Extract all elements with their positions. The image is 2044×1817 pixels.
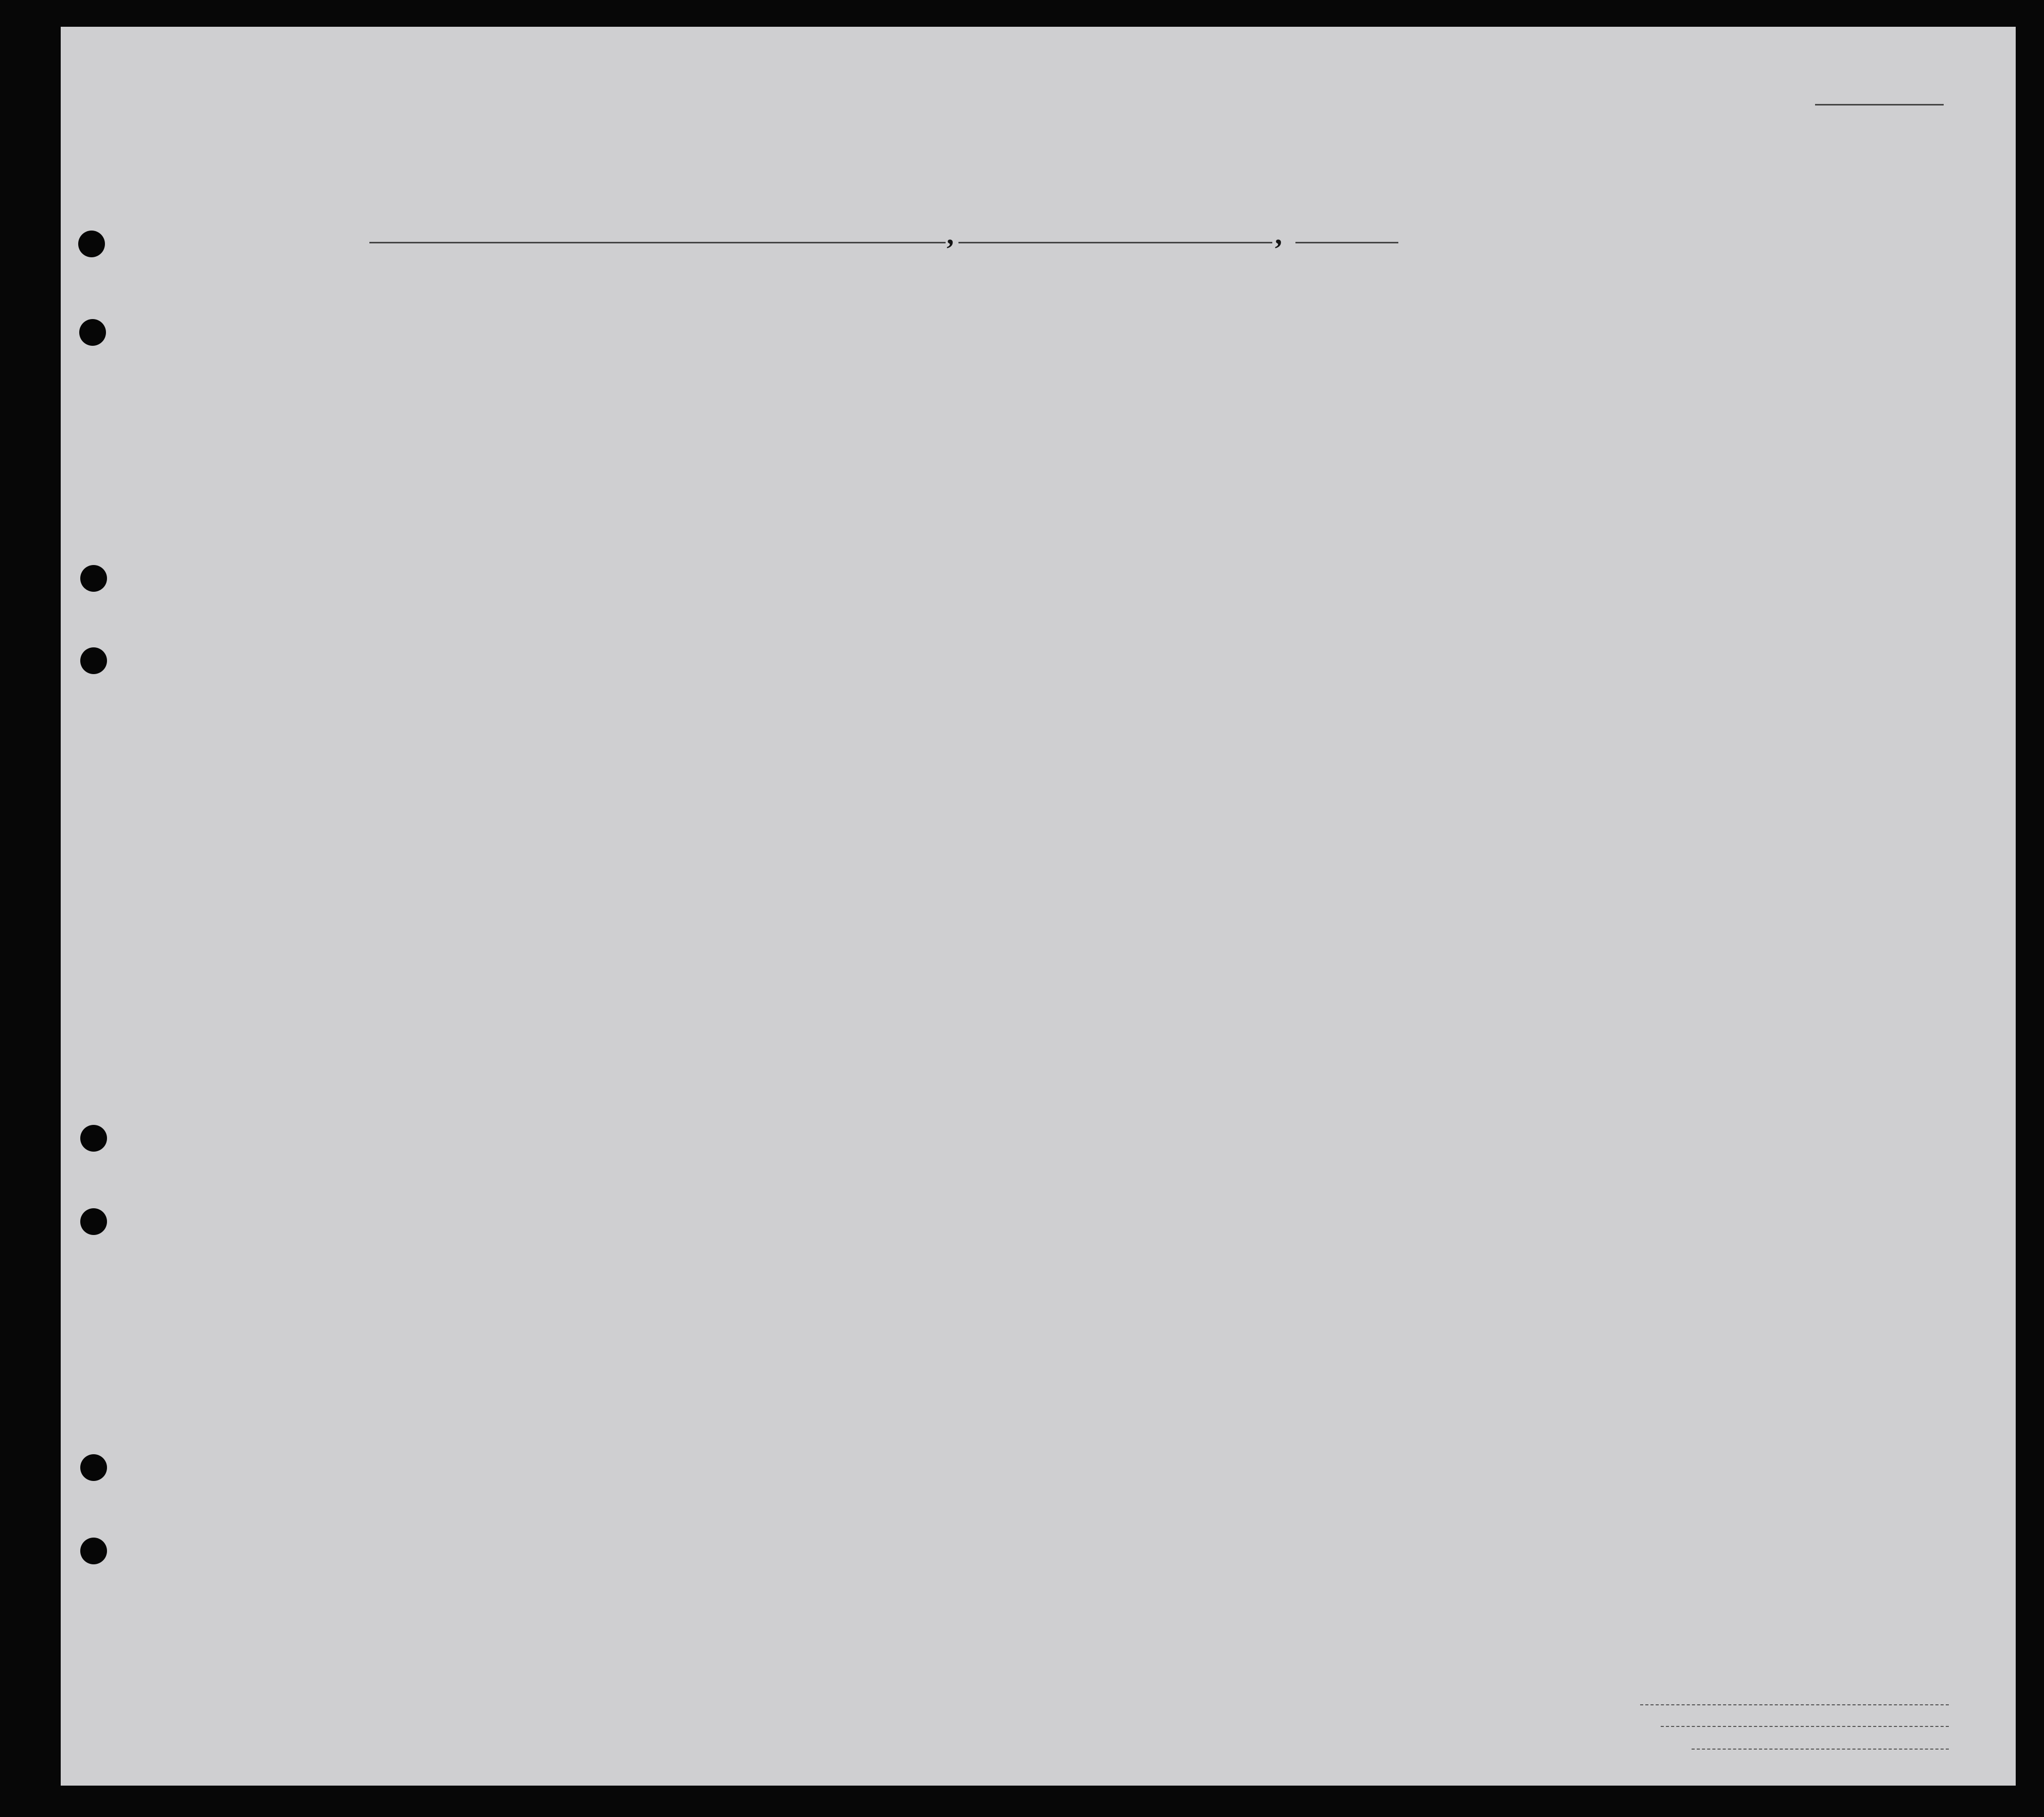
- binder-hole: [80, 1125, 107, 1152]
- line-field: [1640, 1704, 1949, 1705]
- comma-2: ,: [1275, 219, 1282, 251]
- binder-hole: [80, 1538, 107, 1564]
- binder-hole: [80, 1208, 107, 1235]
- binder-hole: [80, 565, 107, 592]
- binder-hole: [78, 231, 105, 257]
- agents-field: [1692, 1749, 1949, 1750]
- comma-1: ,: [947, 219, 954, 251]
- binder-hole: [80, 647, 107, 674]
- owners-field: [1661, 1726, 1949, 1727]
- binder-hole: [79, 319, 106, 346]
- binder-hole: [80, 1454, 107, 1481]
- manifest-sheet: [61, 27, 2016, 1786]
- manifest-table-grid: [61, 27, 2016, 1786]
